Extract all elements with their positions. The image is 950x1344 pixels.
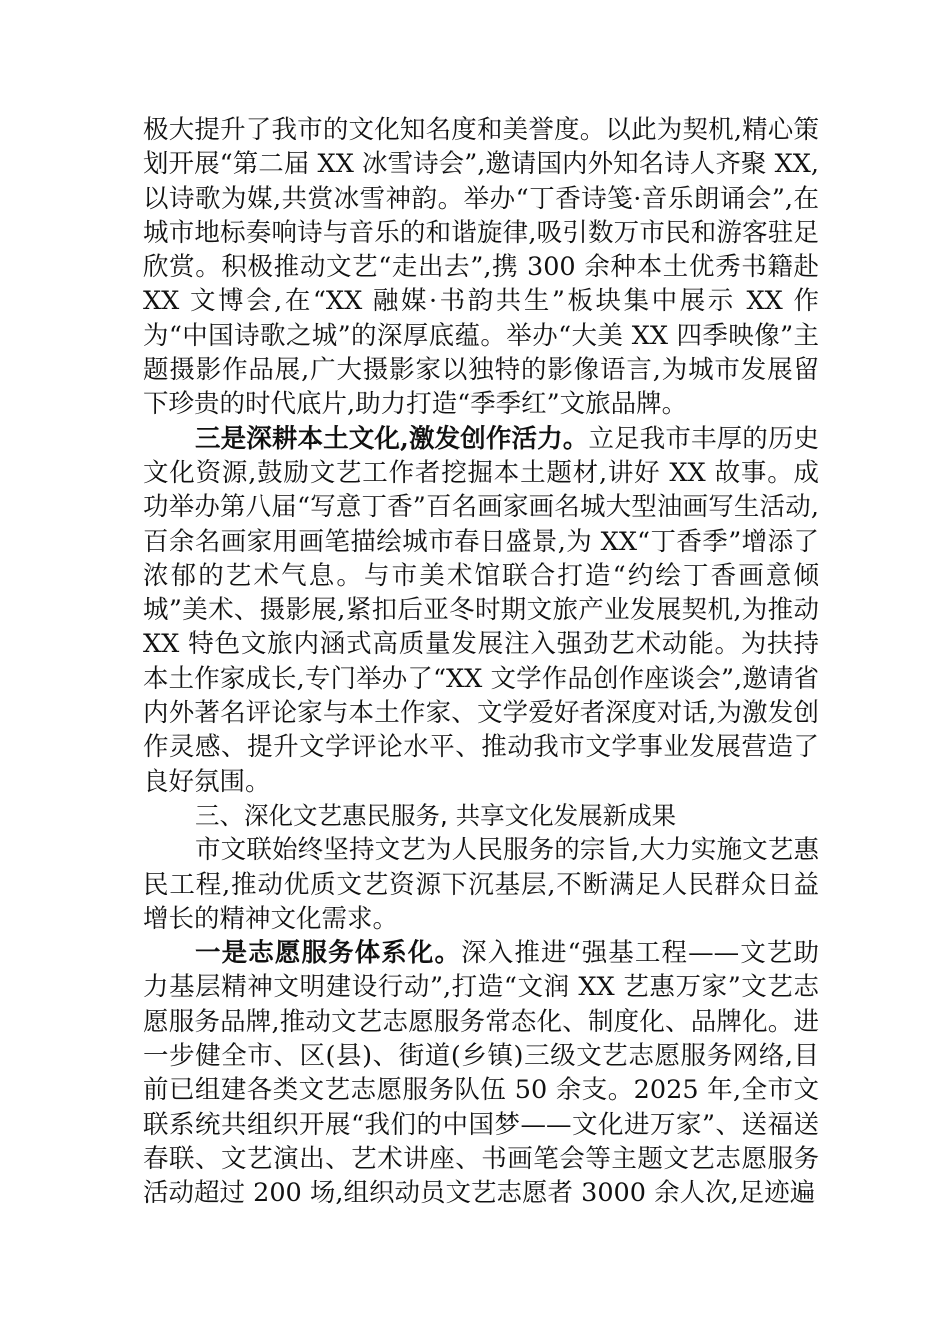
paragraph-3: 市文联始终坚持文艺为人民服务的宗旨,大力实施文艺惠民工程,推动优质文艺资源下沉基层,不断满足人民群众日益增长的精神文化需求。 xyxy=(143,835,819,934)
paragraph-4 xyxy=(143,936,819,1210)
paragraph-4-lead: 一是志愿服务体系化。 xyxy=(195,938,462,969)
section-heading: 三、深化文艺惠民服务, 共享文化发展新成果 xyxy=(195,800,677,830)
paragraph-2 xyxy=(143,422,819,799)
paragraph-2-lead: 三是深耕本土文化,激发创作活力。 xyxy=(195,423,589,454)
document-body xyxy=(143,113,819,1211)
paragraph-4-body: 深入推进“强基工程——文艺助力基层精神文明建设行动”,打造“文润 XX 艺惠万家”文艺志愿服务品牌,推动文艺志愿服务常态化、制度化、品牌化。进一步健全市、区(县)、街道(乡镇)三级文艺志愿服务网络,目前已组建各类文艺志愿服务队伍 50 余支。2025 年,全市文联系统共组织开展“我们的中国梦——文化进万家”、送福送春联、文艺演出、艺术讲座、书画笔会等主题文艺志愿服务活动超过 200 场,组织动员文艺志愿者 3000 余人次,足迹遍 xyxy=(143,938,819,1209)
paragraph-1: 极大提升了我市的文化知名度和美誉度。以此为契机,精心策划开展“第二届 XX 冰雪诗会”,邀请国内外知名诗人齐聚 XX,以诗歌为媒,共赏冰雪神韵。举办“丁香诗笺·音乐朗诵会”,在城市地标奏响诗与音乐的和谐旋律,吸引数万市民和游客驻足欣赏。积极推动文艺“走出去”,携 300 余种本土优秀书籍赴 XX 文博会,在“XX 融媒·书韵共生”板块集中展示 XX 作为“中国诗歌之城”的深厚底蕴。举办“大美 XX 四季映像”主题摄影作品展,广大摄影家以独特的影像语言,为城市发展留下珍贵的时代底片,助力打造“季季红”文旅品牌。 xyxy=(143,115,819,420)
paragraph-2-body: 立足我市丰厚的历史文化资源,鼓励文艺工作者挖掘本土题材,讲好 XX 故事。成功举办第八届“写意丁香”百名画家画名城大型油画写生活动,百余名画家用画笔描绘城市春日盛景,为 XX“丁香季”增添了浓郁的艺术气息。与市美术馆联合打造“约绘丁香画意倾城”美术、摄影展,紧扣后亚冬时期文旅产业发展契机,为推动 XX 特色文旅内涵式高质量发展注入强劲艺术动能。为扶持本土作家成长,专门举办了“XX 文学作品创作座谈会”,邀请省内外著名评论家与本土作家、文学爱好者深度对话,为激发创作灵感、提升文学评论水平、推动我市文学事业发展营造了良好氛围。 xyxy=(143,423,819,797)
